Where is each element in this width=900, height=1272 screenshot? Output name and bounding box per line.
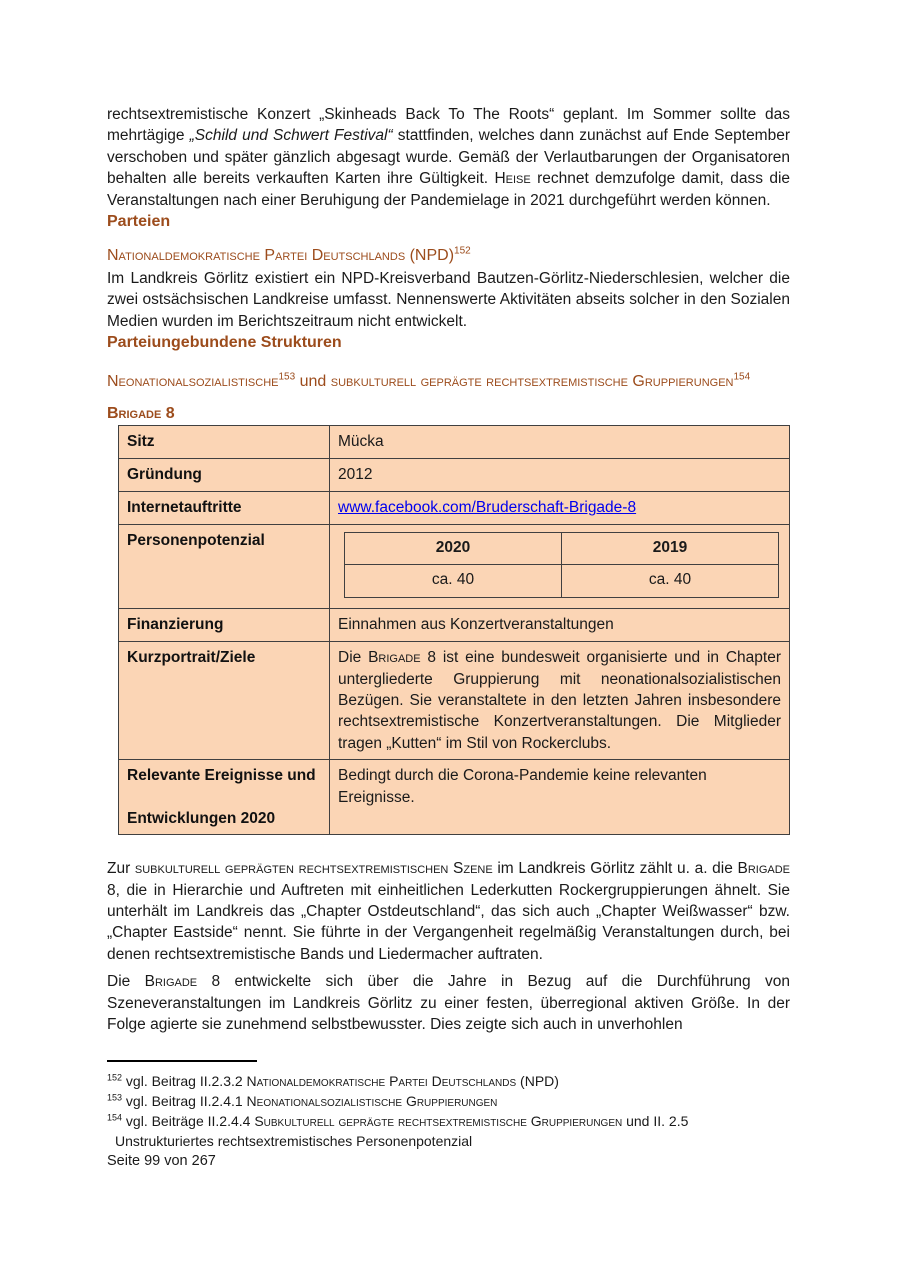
footnote-154: $^{154}$ vgl. Beiträge II.2.4.4 Subkulturell geprägte rechtsextremistische Gruppierungen und II. 2.5 <box>107 1112 689 1130</box>
table-row-gruendung <box>119 459 790 492</box>
paragraph-zur-szene: Zur subkulturell geprägten rechtsextremistischen Szene im Landkreis Görlitz zählt u. a. die Brigade 8, die in Hierarchie und Auftreten mit einheitlichen Lederkutten Rockergruppierungen ähnelt. Sie unterhält im Landkreis das „Chapter Ostdeutschland“, das sich auch „Chapter Weißwasser“ bzw. „Chapter Eastside“ nennt. Sie führte in der Vergangenheit regelmäßig Veranstaltungen durch, bei denen rechtsextremistische Bands und Liedermacher auftraten. <box>107 860 791 963</box>
row-label-sitz: Sitz <box>119 426 330 459</box>
table-row-sitz <box>119 426 790 459</box>
row-label-finanzierung: Finanzierung <box>119 609 330 642</box>
npd-paragraph: Im Landkreis Görlitz existiert ein NPD-Kreisverband Bautzen-Görlitz-Niederschlesien, welcher die zwei ostsächsischen Landkreise umfasst. Nennenswerte Aktivitäten abseits solcher in den Sozialen Medien wurden im Berichtszeitraum nicht entwickelt. <box>107 270 790 330</box>
row-value-finanzierung: Einnahmen aus Konzertveranstaltungen <box>330 609 790 642</box>
intro-paragraph: rechtsextremistische Konzert „Skinheads Back To The Roots“ geplant. Im Sommer sollte das mehrtägige „Schild und Schwert Festival“ stattfinden, welches dann zunächst auf Ende September verschoben und später gänzlich abgesagt wurde. Gemäß der Verlautbarungen der Organisatoren behalten alle bereits verkauften Karten ihre Gültigkeit. Heise rechnet demzufolge damit, dass die Veranstaltungen nach einer Beruhigung der Pandemielage in 2021 durchgeführt werden können. <box>107 106 791 209</box>
footnote-152: $^{152}$ vgl. Beitrag II.2.3.2 Nationaldemokratische Partei Deutschlands (NPD) <box>107 1072 559 1090</box>
subheading-gruppierungen: Neonationalsozialistische$^{153}$ und subkulturell geprägte rechtsextremistische Gruppierungen$^{154}$ <box>107 371 751 391</box>
page-content <box>107 104 790 1171</box>
table-row-kurzportrait <box>119 642 790 760</box>
row-label-relevante-ereignisse <box>119 760 330 835</box>
page-number: Seite 99 von 267 <box>107 1153 216 1170</box>
footnote-153: $^{153}$ vgl. Beitrag II.2.4.1 Neonationalsozialistische Gruppierungen <box>107 1092 498 1110</box>
inner-table-year-header-row <box>345 533 779 565</box>
row-label-line1: Relevante Ereignisse und <box>127 767 316 785</box>
table-row-internetauftritte <box>119 492 790 525</box>
inner-table-value-row <box>345 565 779 598</box>
personenpotenzial-2019: ca. 40 <box>562 565 779 598</box>
year-header-2019: 2019 <box>562 533 779 565</box>
year-header-2020: 2020 <box>345 533 562 565</box>
row-label-line2: Entwicklungen 2020 <box>127 809 276 827</box>
brigade-8-infobox-table <box>118 425 790 835</box>
personenpotenzial-2020: ca. 40 <box>345 565 562 598</box>
row-value-gruendung: 2012 <box>330 459 790 492</box>
paragraph-brigade-entwicklung: Die Brigade 8 entwickelte sich über die Jahre in Bezug auf die Durchführung von Szeneveranstaltungen im Landkreis Görlitz zu einer festen, überregional aktiven Größe. In der Folge agierte sie zunehmend selbstbewusster. Dies zeigte sich auch in unverhohlen <box>107 973 790 1033</box>
heading-brigade-8: Brigade 8 <box>107 405 175 423</box>
section-heading-parteien: Parteien <box>107 213 171 231</box>
row-value-kurzportrait: Die Brigade 8 ist eine bundesweit organisierte und in Chapter untergliederte Gruppierung mit neonationalsozialistischen Bezügen. Sie veranstaltete in den letzten Jahren insbesondere rechtsextremistische Konzertveranstaltungen. Die Mitglieder tragen „Kutten“ im Stil von Rockerclubs. <box>330 642 790 760</box>
row-label-kurzportrait: Kurzportrait/Ziele <box>119 642 330 760</box>
row-label-internetauftritte: Internetauftritte <box>119 492 330 525</box>
row-value-personenpotenzial <box>330 525 790 609</box>
section-heading-parteiungebundene-strukturen: Parteiungebundene Strukturen <box>107 334 342 352</box>
footnote-154-continuation: Unstrukturiertes rechtsextremistisches Personenpotenzial <box>115 1133 473 1150</box>
row-value-internetauftritte <box>330 492 790 525</box>
row-value-relevante-ereignisse: Bedingt durch die Corona-Pandemie keine relevanten Ereignisse. <box>330 760 790 835</box>
table-row-finanzierung <box>119 609 790 642</box>
subheading-npd: Nationaldemokratische Partei Deutschlands (NPD)$^{152}$ <box>107 245 471 265</box>
footnote-separator <box>107 1060 257 1062</box>
footnotes <box>107 1071 790 1171</box>
facebook-link[interactable]: www.facebook.com/Bruderschaft-Brigade-8 <box>338 499 637 517</box>
table-row-personenpotenzial <box>119 525 790 609</box>
table-row-relevante-ereignisse <box>119 760 790 835</box>
row-label-personenpotenzial: Personenpotenzial <box>119 525 330 609</box>
row-label-gruendung: Gründung <box>119 459 330 492</box>
personenpotenzial-inner-table <box>344 532 779 598</box>
row-value-sitz: Mücka <box>330 426 790 459</box>
